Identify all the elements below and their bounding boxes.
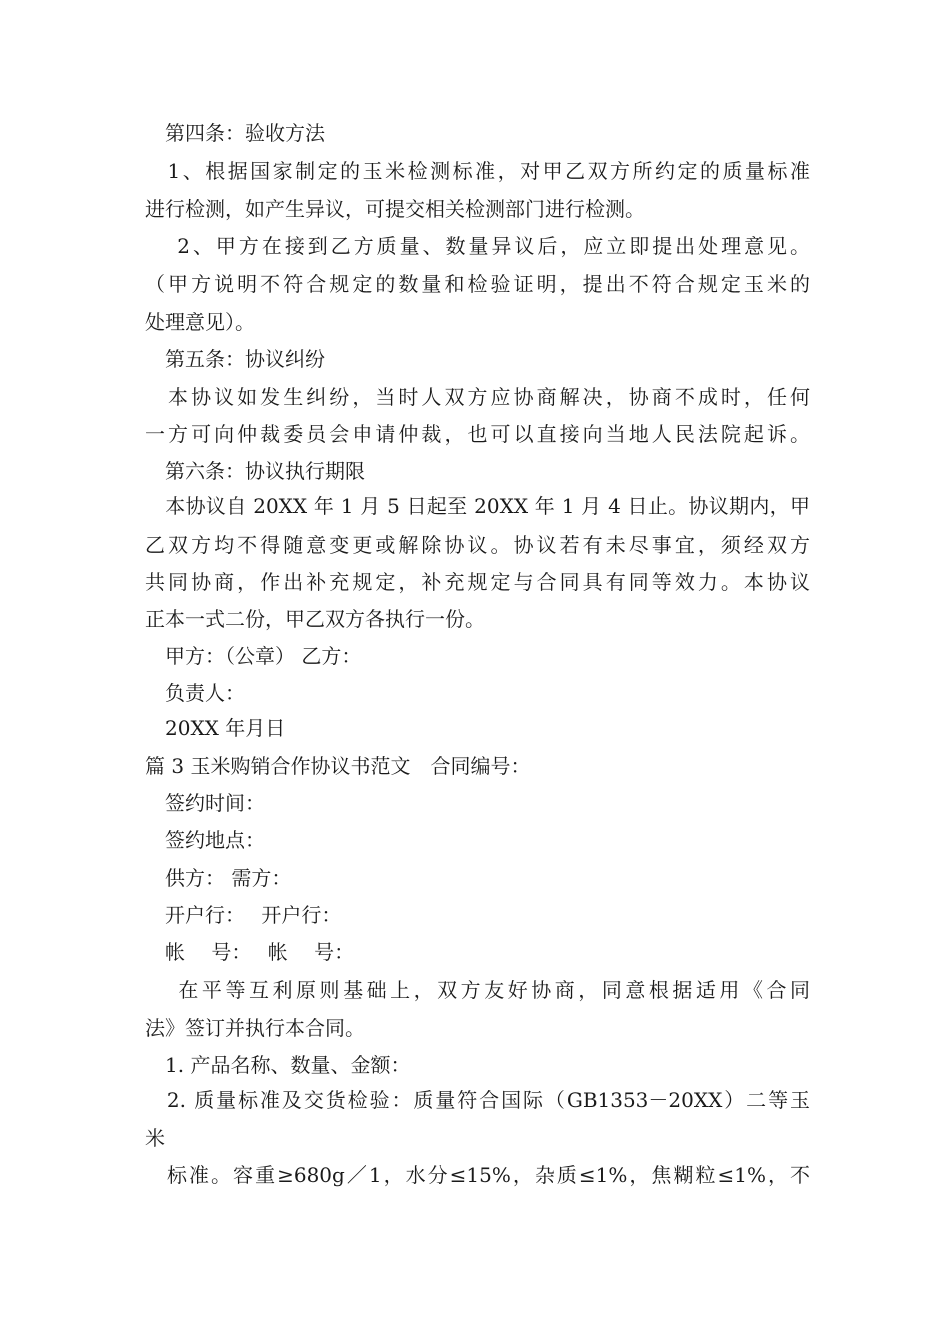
field-sign-time: 签约时间：: [145, 791, 265, 815]
paragraph-line: 乙双方均不得随意变更或解除协议。协议若有未尽事宜，须经双方: [145, 533, 810, 557]
paragraph-line: 1、根据国家制定的玉米检测标准，对甲乙双方所约定的质量标准: [145, 159, 810, 183]
clause-5-heading: 第五条：协议纠纷: [145, 347, 325, 371]
signature-responsible-line: 负责人：: [145, 681, 245, 705]
item-2: 2. 质量标准及交货检验：质量符合国际（GB1353－20XX）二等玉: [145, 1088, 810, 1112]
signature-date-line: 20XX 年月日: [145, 716, 286, 740]
paragraph-line: 本协议如发生纠纷，当时人双方应协商解决，协商不成时，任何: [145, 385, 810, 409]
clause-4-heading: 第四条：验收方法: [145, 121, 325, 145]
paragraph-line: 本协议自 20XX 年 1 月 5 日起至 20XX 年 1 月 4 日止。协议期内，甲: [145, 494, 810, 518]
paragraph-line: 一方可向仲裁委员会申请仲裁，也可以直接向当地人民法院起诉。: [145, 422, 810, 446]
item-1: 1. 产品名称、数量、金额：: [145, 1053, 411, 1077]
paragraph-line: 2、甲方在接到乙方质量、数量异议后，应立即提出处理意见。: [145, 234, 810, 258]
paragraph-line: 处理意见）。: [145, 310, 255, 334]
field-account: 帐 号： 帐 号：: [145, 940, 355, 964]
section-title: 篇 3 玉米购销合作协议书范文 合同编号：: [145, 754, 531, 778]
paragraph-line: 标准。容重≥680g／1，水分≤15%，杂质≤1%，焦糊粒≤1%，不: [145, 1163, 810, 1187]
paragraph-line: 法》签订并执行本合同。: [145, 1016, 365, 1040]
field-bank: 开户行： 开户行：: [145, 903, 342, 927]
paragraph-line: 在平等互利原则基础上，双方友好协商，同意根据适用《合同: [145, 978, 810, 1002]
clause-6-heading: 第六条：协议执行期限: [145, 459, 365, 483]
paragraph-line: 进行检测，如产生异议，可提交相关检测部门进行检测。: [145, 197, 645, 221]
paragraph-line: （甲方说明不符合规定的数量和检验证明，提出不符合规定玉米的: [145, 272, 810, 296]
paragraph-line: 正本一式二份，甲乙双方各执行一份。: [145, 607, 485, 631]
signature-party-line: 甲方：（公章） 乙方：: [145, 644, 362, 668]
field-sign-place: 签约地点：: [145, 828, 265, 852]
paragraph-line: 共同协商，作出补充规定，补充规定与合同具有同等效力。本协议: [145, 570, 810, 594]
paragraph-line: 米: [145, 1126, 165, 1150]
field-parties: 供方： 需方：: [145, 866, 292, 890]
